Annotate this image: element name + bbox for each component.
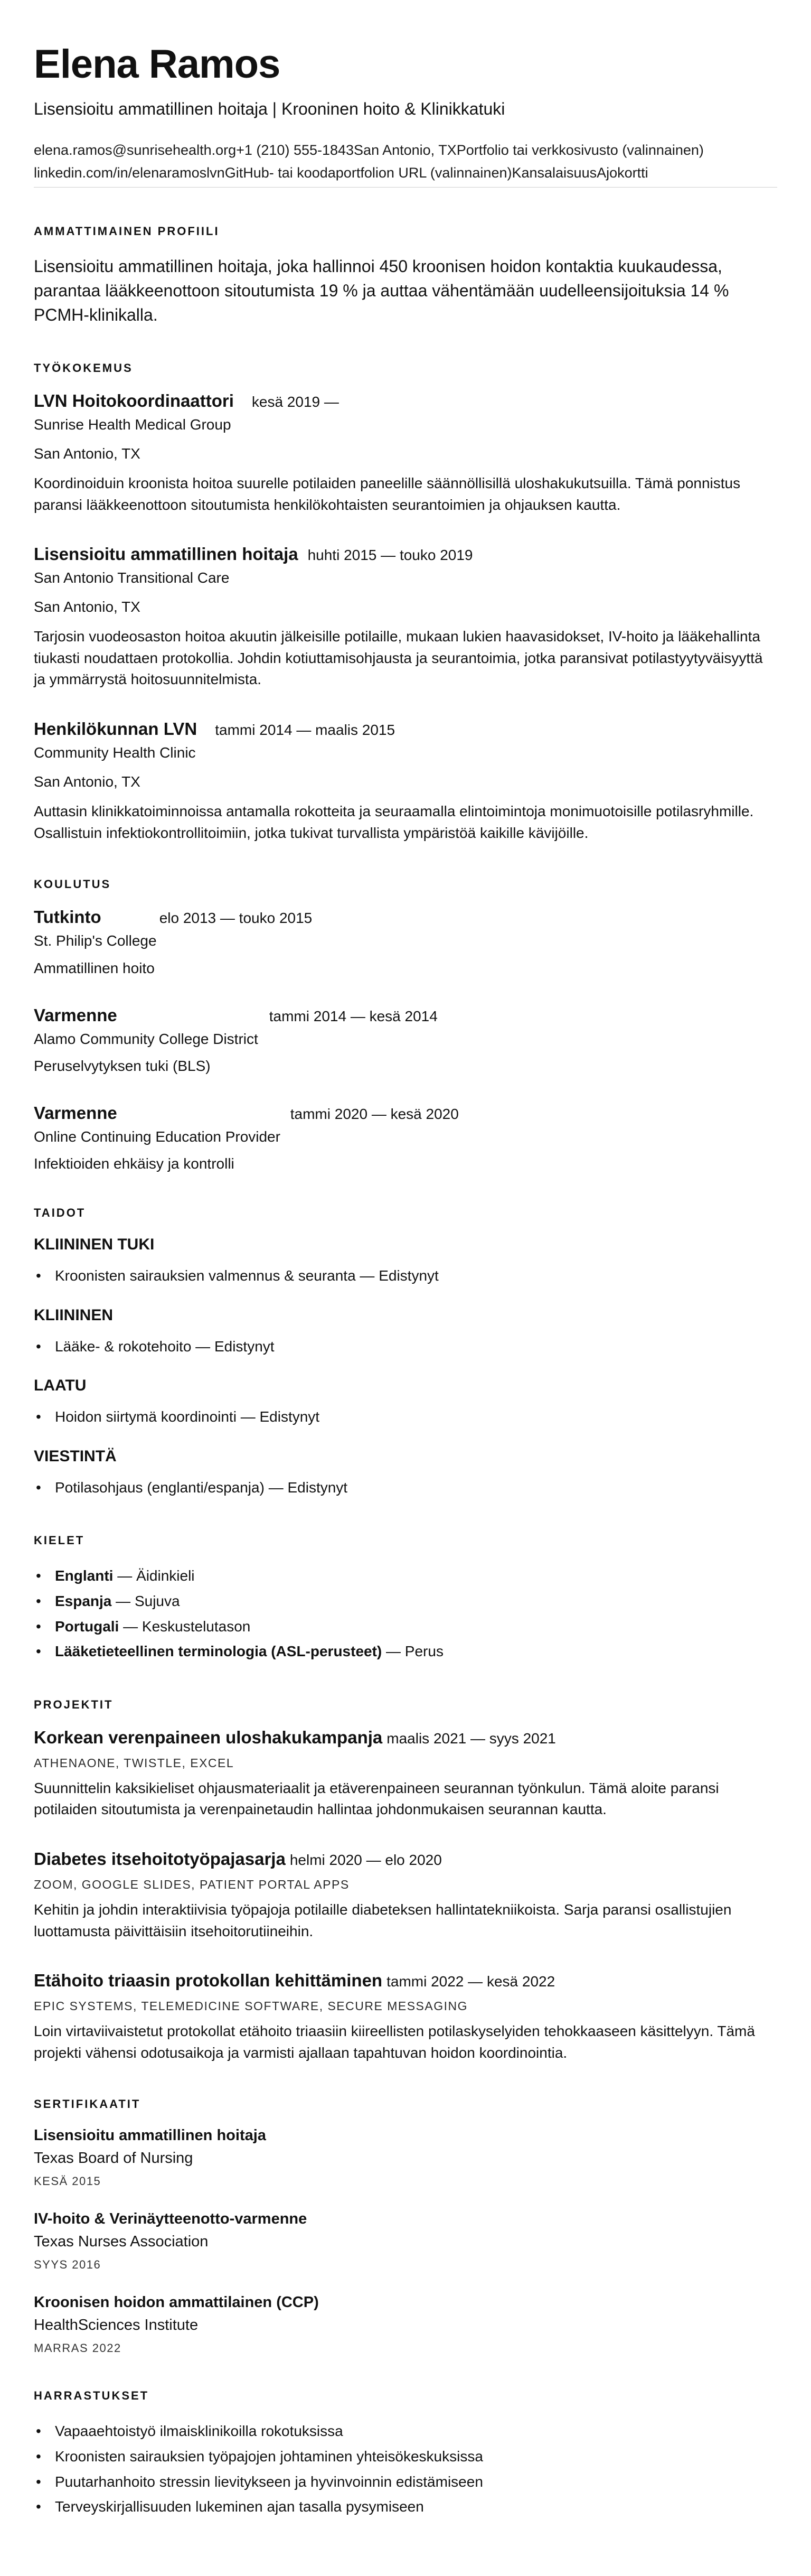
job-description: Auttasin klinikkatoiminnoissa antamalla rokotteita ja seuraamalla elintoimintoja monimuotoisille potilasryhmille. Osallistuin infektiokontrollitoimiin, jotka tukivat turvallista ympäristöä kaikille kävijöille.: [34, 803, 754, 841]
skill-group-title: LAATU: [34, 1377, 87, 1395]
skill-group: [34, 1448, 777, 1500]
contact-line-1: [34, 139, 777, 162]
job-title: Lisensioitu ammatillinen hoitaja: [34, 544, 298, 564]
section-title: HARRASTUKSET: [34, 2389, 149, 2403]
language-name: Espanja: [55, 1592, 112, 1609]
certification-org: HealthSciences Institute: [34, 2317, 199, 2334]
skill-item: • Lääke- & rokotehoito — Edistynyt: [34, 1334, 777, 1359]
skill-group-title: KLIININEN: [34, 1306, 113, 1324]
certification-date: MARRAS 2022: [34, 2341, 121, 2355]
degree-title: Tutkinto: [34, 907, 101, 927]
job-location: San Antonio, TX: [34, 445, 140, 462]
degree-title: Varmenne: [34, 1005, 117, 1025]
section-title: TYÖKOKEMUS: [34, 361, 133, 375]
education-dates: tammi 2020 — kesä 2020: [290, 1105, 459, 1122]
skill-group: [34, 1306, 777, 1359]
hobby-item: • Puutarhanhoito stressin lievitykseen ja hyvinvoinnin edistämiseen: [34, 2469, 777, 2495]
section-title: KOULUTUS: [34, 878, 111, 891]
contact-portfolio[interactable]: Portfolio tai verkkosivusto (valinnainen): [456, 142, 704, 158]
job-location: San Antonio, TX: [34, 599, 140, 615]
language-item: [34, 1589, 777, 1614]
hobby-item: • Kroonisten sairauksien työpajojen johtaminen yhteisökeskuksissa: [34, 2444, 777, 2469]
education-entry: [34, 1005, 777, 1075]
language-list: [34, 1563, 777, 1664]
skill-group-title: VIESTINTÄ: [34, 1447, 117, 1465]
study-field: Infektioiden ehkäisy ja kontrolli: [34, 1155, 234, 1172]
certification-entry: [34, 2127, 777, 2188]
certifications-section: [34, 2097, 777, 2355]
job-company: Community Health Clinic: [34, 744, 196, 761]
language-item: [34, 1563, 777, 1589]
job-company: Sunrise Health Medical Group: [34, 416, 231, 433]
certification-entry: [34, 2210, 777, 2272]
candidate-name: Elena Ramos: [34, 42, 280, 87]
section-title: TAIDOT: [34, 1206, 86, 1220]
skill-item: • Potilasohjaus (englanti/espanja) — Edistynyt: [34, 1475, 777, 1500]
project-tech: ZOOM, GOOGLE SLIDES, PATIENT PORTAL APPS: [34, 1877, 350, 1891]
study-field: Ammatillinen hoito: [34, 959, 155, 976]
certification-org: Texas Nurses Association: [34, 2233, 209, 2251]
contact-location: San Antonio, TX: [354, 142, 457, 158]
school-name: St. Philip's College: [34, 932, 157, 949]
project-description: Suunnittelin kaksikieliset ohjausmateriaalit ja etäverenpaineen seurannan työnkulun. Tämä aloite paransi potilaiden sitoutumista ja verenpainetaudin hallintaa johdonmukaisen seurannan kautta.: [34, 1779, 719, 1818]
contact-phone[interactable]: +1 (210) 555-1843: [236, 142, 354, 158]
project-name: Etähoito triaasin protokollan kehittäminen: [34, 1971, 383, 1991]
project-entry: [34, 1971, 777, 2064]
language-level: — Sujuva: [111, 1592, 180, 1609]
project-dates: helmi 2020 — elo 2020: [289, 1851, 442, 1868]
certification-name: Kroonisen hoidon ammattilainen (CCP): [34, 2294, 319, 2311]
project-name: Diabetes itsehoitotyöpajasarja: [34, 1849, 286, 1869]
candidate-subtitle: Lisensioitu ammatillinen hoitaja | Krooninen hoito & Klinikkatuki: [34, 99, 505, 118]
experience-entry: [34, 544, 777, 690]
contact-license: Ajokortti: [597, 165, 648, 181]
projects-section: [34, 1698, 777, 2064]
language-level: — Äidinkieli: [113, 1567, 195, 1584]
certification-org: Texas Board of Nursing: [34, 2150, 193, 2167]
profile-summary: Lisensioitu ammatillinen hoitaja, joka hallinnoi 450 kroonisen hoidon kontaktia kuukaudessa, parantaa lääkkeenottoon sitoutumista 19 % ja auttaa vähentämään uudelleensijoituksia 14 % PCMH-klinikalla.: [34, 256, 729, 325]
job-title: LVN Hoitokoordinaattori: [34, 390, 234, 410]
skills-section: [34, 1206, 777, 1500]
languages-section: [34, 1534, 777, 1664]
certification-name: IV-hoito & Verinäytteenotto-varmenne: [34, 2210, 307, 2228]
education-section: [34, 878, 777, 1172]
language-level: — Keskustelutason: [119, 1618, 251, 1635]
contact-citizenship: Kansalaisuus: [512, 165, 597, 181]
job-title: Henkilökunnan LVN: [34, 719, 197, 739]
job-dates: tammi 2014 — maalis 2015: [215, 722, 395, 739]
hobby-item: • Vapaaehtoistyö ilmaisklinikoilla rokotuksissa: [34, 2419, 777, 2444]
contact-linkedin[interactable]: linkedin.com/in/elenaramoslvn: [34, 165, 225, 181]
certification-date: KESÄ 2015: [34, 2174, 101, 2188]
education-entry: [34, 907, 777, 976]
skill-group: [34, 1236, 777, 1289]
hobby-item: • Terveyskirjallisuuden lukeminen ajan tasalla pysymiseen: [34, 2494, 777, 2519]
certification-date: SYYS 2016: [34, 2258, 101, 2272]
contact-github[interactable]: GitHub- tai koodaportfolion URL (valinnainen): [224, 165, 512, 181]
language-name: Lääketieteellinen terminologia (ASL-perusteet): [55, 1643, 382, 1660]
language-item: [34, 1614, 777, 1639]
project-dates: tammi 2022 — kesä 2022: [386, 1973, 555, 1990]
header-divider: [34, 187, 777, 188]
project-entry: [34, 1728, 777, 1821]
project-dates: maalis 2021 — syys 2021: [386, 1730, 556, 1747]
language-name: Portugali: [55, 1618, 119, 1635]
project-description: Loin virtaviivaistetut protokollat etähoito triaasiin kiireellisten potilaskyselyiden tehokkaaseen käsittelyyn. Tämä projekti vähensi odotusaikoja ja varmisti ajallaan tapahtuvan hoidon koordinointia.: [34, 2023, 755, 2061]
resume-header: [34, 42, 777, 188]
section-title: SERTIFIKAATIT: [34, 2097, 141, 2111]
hobbies-section: [34, 2389, 777, 2519]
skill-group: [34, 1377, 777, 1430]
study-field: Peruselvytyksen tuki (BLS): [34, 1057, 211, 1074]
school-name: Alamo Community College District: [34, 1030, 258, 1047]
project-entry: [34, 1849, 777, 1942]
degree-title: Varmenne: [34, 1103, 117, 1123]
section-title: AMMATTIMAINEN PROFIILI: [34, 224, 220, 238]
certification-entry: [34, 2294, 777, 2355]
hobby-list: [34, 2419, 777, 2519]
skill-item: • Kroonisten sairauksien valmennus & seuranta — Edistynyt: [34, 1263, 777, 1289]
education-entry: [34, 1103, 777, 1172]
school-name: Online Continuing Education Provider: [34, 1128, 280, 1145]
language-level: — Perus: [382, 1643, 444, 1660]
contact-email[interactable]: elena.ramos@sunrisehealth.org: [34, 142, 237, 158]
section-title: KIELET: [34, 1534, 85, 1547]
job-description: Tarjosin vuodeosaston hoitoa akuutin jälkeisille potilaille, mukaan lukien haavasidokset, IV-hoito ja lääkehallinta tiukasti noudattaen protokollia. Johdin kotiuttamisohjausta ja seurantoimia, jotka paransivat potilastyytyväisyyttä ja ymmärrystä hoitosuunnitelmista.: [34, 628, 763, 688]
job-dates: huhti 2015 — touko 2019: [307, 547, 473, 564]
job-description: Koordinoiduin kroonista hoitoa suurelle potilaiden paneelille säännöllisillä uloshakukutsuilla. Tämä ponnistus paransi lääkkeenottoon sitoutumista henkilökohtaisten seurantoimien ja ohjauksen kautta.: [34, 474, 741, 513]
project-tech: ATHENAONE, TWISTLE, EXCEL: [34, 1756, 234, 1770]
job-company: San Antonio Transitional Care: [34, 570, 230, 586]
experience-entry: [34, 391, 777, 516]
skill-item: • Hoidon siirtymä koordinointi — Edistynyt: [34, 1404, 777, 1430]
job-dates: kesä 2019 —: [251, 393, 339, 410]
language-item: [34, 1639, 777, 1664]
job-location: San Antonio, TX: [34, 773, 140, 790]
project-description: Kehitin ja johdin interaktiivisia työpajoja potilaille diabeteksen hallintatekniikoista. Sarja paransi osallistujien luottamusta päivittäisiin itsehoitorutiineihin.: [34, 1901, 732, 1939]
education-dates: elo 2013 — touko 2015: [159, 910, 313, 927]
project-name: Korkean verenpaineen uloshakukampanja: [34, 1727, 383, 1747]
profile-section: [34, 225, 777, 328]
certification-name: Lisensioitu ammatillinen hoitaja: [34, 2127, 266, 2144]
section-title: PROJEKTIT: [34, 1697, 114, 1711]
education-dates: tammi 2014 — kesä 2014: [269, 1007, 438, 1024]
experience-entry: [34, 719, 777, 844]
contact-line-2: [34, 162, 777, 184]
experience-section: [34, 361, 777, 844]
project-tech: EPIC SYSTEMS, TELEMEDICINE SOFTWARE, SECURE MESSAGING: [34, 1999, 468, 2013]
language-name: Englanti: [55, 1567, 114, 1584]
skill-group-title: KLIININEN TUKI: [34, 1236, 155, 1254]
